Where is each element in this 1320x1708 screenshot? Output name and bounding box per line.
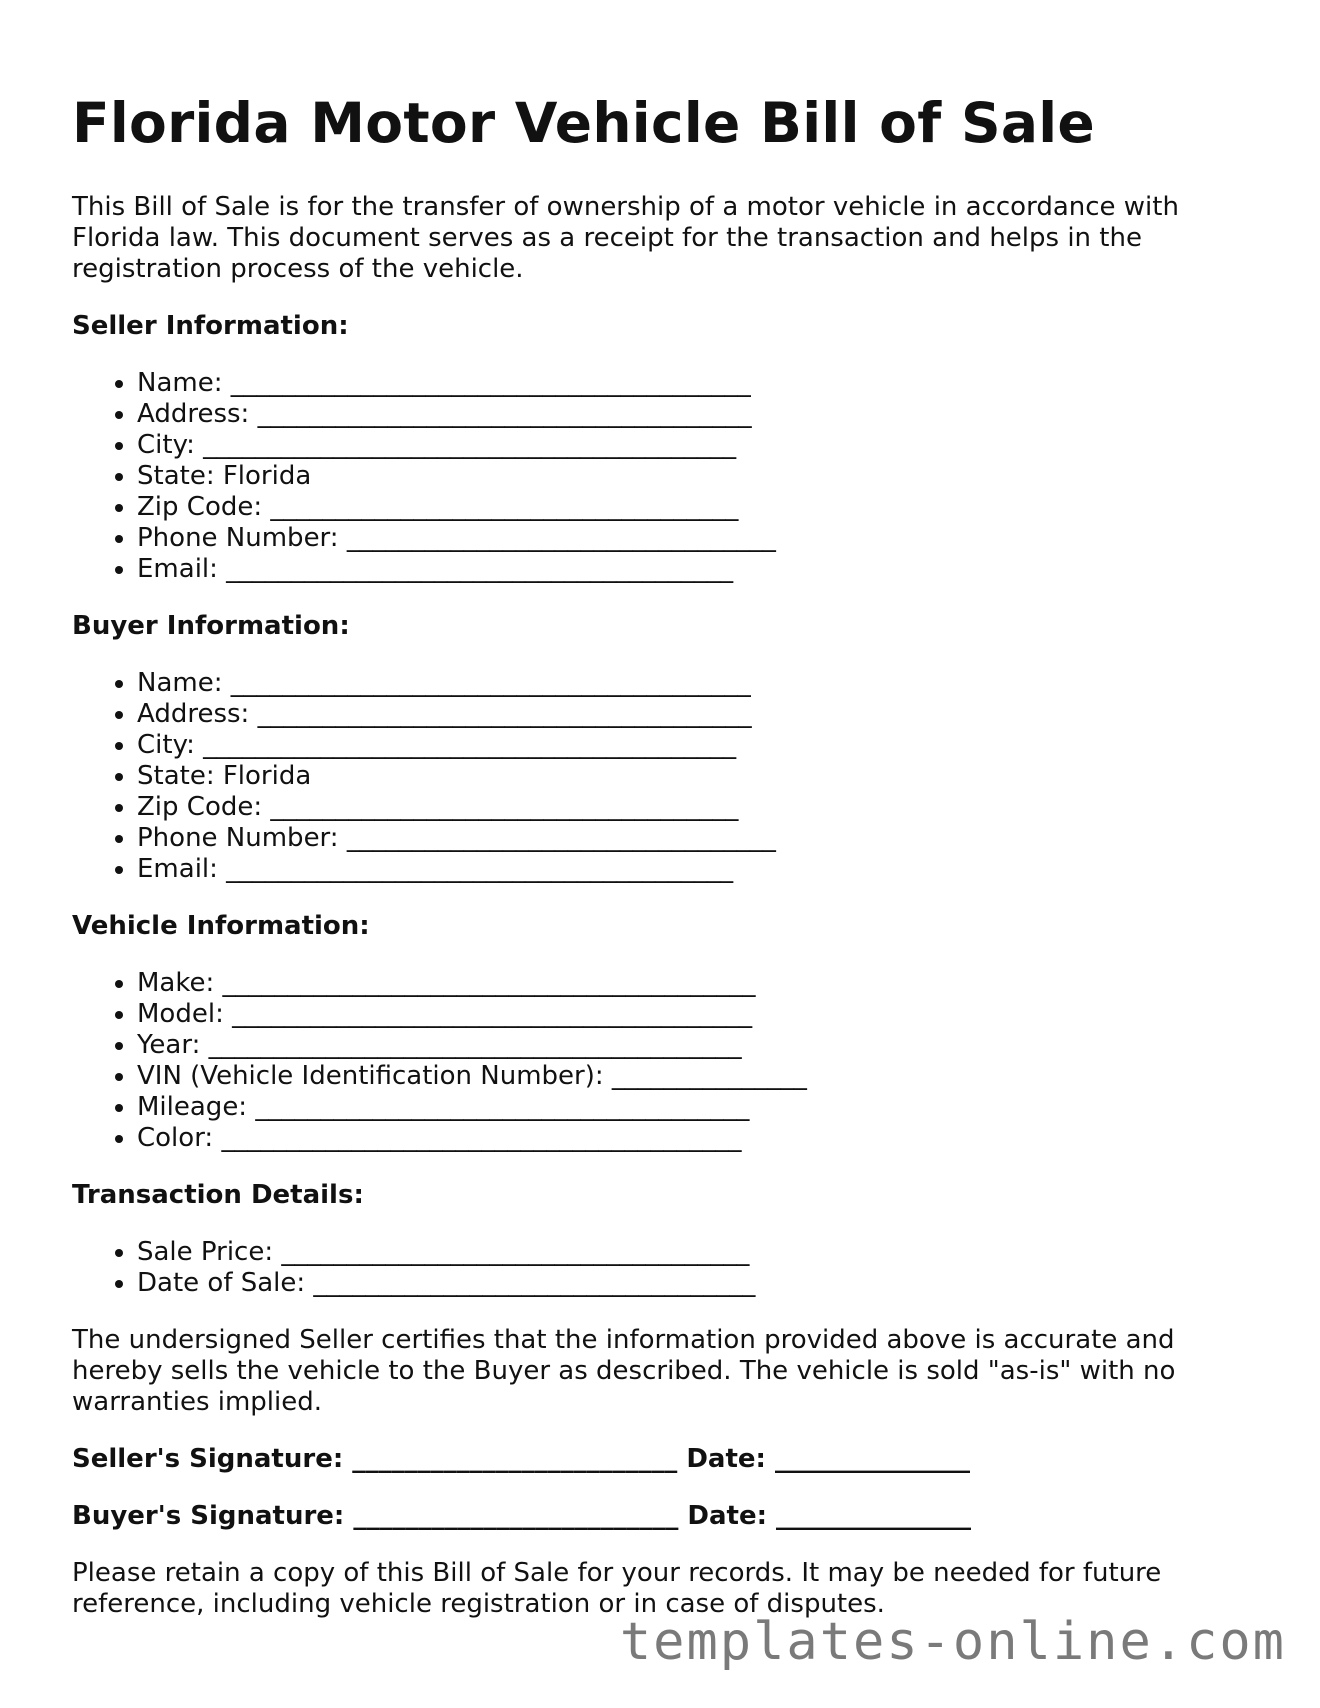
seller-name-field: • Name: ________________________________________	[137, 368, 1252, 399]
vehicle-heading: Vehicle Information:	[72, 911, 370, 941]
sale-price-field: • Sale Price: ____________________________________	[137, 1237, 1252, 1268]
seller-field-list	[72, 368, 1252, 585]
seller-state-field: • State: Florida	[137, 461, 1252, 492]
buyer-zip-field: • Zip Code: ____________________________________	[137, 792, 1252, 823]
sale-date-field: • Date of Sale: __________________________________	[137, 1268, 1252, 1299]
buyer-email-field: • Email: _______________________________________	[137, 854, 1252, 885]
buyer-name-field: • Name: ________________________________________	[137, 668, 1252, 699]
buyer-address-field: • Address: ______________________________________	[137, 699, 1252, 730]
vehicle-color-field: • Color: ________________________________________	[137, 1123, 1252, 1154]
vehicle-vin-field: • VIN (Vehicle Identification Number): _______________	[137, 1061, 1252, 1092]
retain-note: Please retain a copy of this Bill of Sale for your records. It may be needed for future reference, including vehicle registration or in case of disputes.	[72, 1558, 1162, 1619]
buyer-state-field: • State: Florida	[137, 761, 1252, 792]
buyer-city-field: • City: _________________________________________	[137, 730, 1252, 761]
seller-zip-field: • Zip Code: ____________________________________	[137, 492, 1252, 523]
seller-signature-line: Seller's Signature: _________________________ Date: _______________	[72, 1444, 970, 1474]
buyer-heading: Buyer Information:	[72, 611, 350, 641]
vehicle-model-field: • Model: ________________________________________	[137, 999, 1252, 1030]
buyer-signature-line: Buyer's Signature: _________________________ Date: _______________	[72, 1501, 972, 1531]
seller-city-field: • City: _________________________________________	[137, 430, 1252, 461]
seller-heading: Seller Information:	[72, 311, 349, 341]
seller-address-field: • Address: ______________________________________	[137, 399, 1252, 430]
watermark: templates-online.com	[619, 1612, 1286, 1672]
transaction-heading: Transaction Details:	[72, 1180, 364, 1210]
transaction-field-list	[72, 1237, 1252, 1299]
certification-paragraph: The undersigned Seller certifies that the information provided above is accurate and hereby sells the vehicle to the Buyer as described. The vehicle is sold "as-is" with no warranties implied.	[72, 1325, 1176, 1417]
seller-phone-field: • Phone Number: _________________________________	[137, 523, 1252, 554]
vehicle-field-list	[72, 968, 1252, 1154]
intro-paragraph: This Bill of Sale is for the transfer of ownership of a motor vehicle in accordance with Florida law. This document serves as a receipt for the transaction and helps in the registration process of the vehicle.	[72, 192, 1179, 284]
vehicle-make-field: • Make: _________________________________________	[137, 968, 1252, 999]
document-page	[72, 90, 1252, 1620]
seller-email-field: • Email: _______________________________________	[137, 554, 1252, 585]
document-title: Florida Motor Vehicle Bill of Sale	[72, 91, 1096, 155]
buyer-phone-field: • Phone Number: _________________________________	[137, 823, 1252, 854]
vehicle-year-field: • Year: _________________________________________	[137, 1030, 1252, 1061]
buyer-field-list	[72, 668, 1252, 885]
vehicle-mileage-field: • Mileage: ______________________________________	[137, 1092, 1252, 1123]
